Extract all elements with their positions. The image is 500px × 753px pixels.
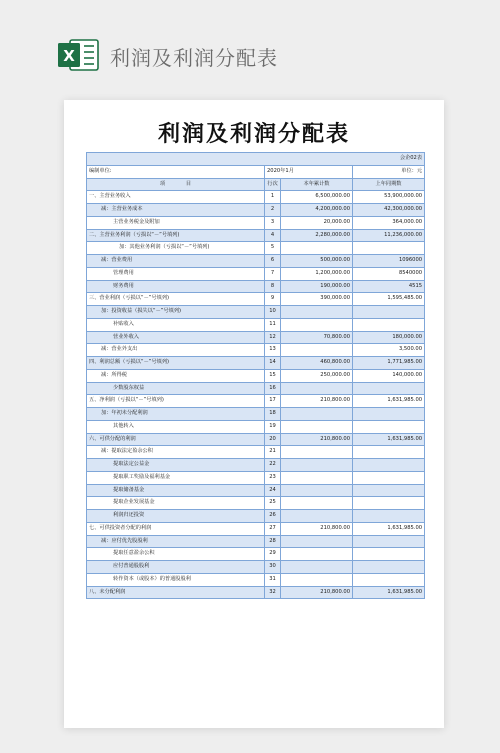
- table-row: [87, 344, 425, 357]
- table-row: [87, 191, 425, 204]
- row-number: 14: [265, 357, 281, 370]
- row-item-label: 加：投资收益（损失以“－”号填列): [87, 306, 265, 319]
- current-amount: [281, 573, 353, 586]
- prior-amount: 53,900,000.00: [353, 191, 425, 204]
- table-row: [87, 446, 425, 459]
- prior-amount: [353, 484, 425, 497]
- column-header: 行次: [265, 178, 281, 191]
- row-item-label: 主营业务税金及附加: [87, 216, 265, 229]
- row-number: 7: [265, 267, 281, 280]
- prior-amount: 3,500.00: [353, 344, 425, 357]
- prior-amount: [353, 497, 425, 510]
- table-row: [87, 535, 425, 548]
- row-item-label: 减：主营业务成本: [87, 204, 265, 217]
- row-item-label: 减：所得税: [87, 369, 265, 382]
- table-row: [87, 459, 425, 472]
- current-amount: 250,000.00: [281, 369, 353, 382]
- prior-amount: [353, 318, 425, 331]
- row-item-label: 减：提取法定盈余公积: [87, 446, 265, 459]
- row-number: 2: [265, 204, 281, 217]
- table-row: [87, 229, 425, 242]
- prior-amount: [353, 446, 425, 459]
- current-amount: 210,800.00: [281, 586, 353, 599]
- table-row: [87, 433, 425, 446]
- unit-label: 编制单位:: [87, 165, 265, 178]
- prior-amount: 140,000.00: [353, 369, 425, 382]
- prior-amount: [353, 306, 425, 319]
- table-row: [87, 242, 425, 255]
- row-item-label: 营业外收入: [87, 331, 265, 344]
- prior-amount: 11,236,000.00: [353, 229, 425, 242]
- current-amount: 70,800.00: [281, 331, 353, 344]
- table-row: [87, 548, 425, 561]
- row-item-label: 六、可供分配的利润: [87, 433, 265, 446]
- table-row: [87, 357, 425, 370]
- row-number: 8: [265, 280, 281, 293]
- current-amount: 190,000.00: [281, 280, 353, 293]
- prior-amount: [353, 242, 425, 255]
- row-number: 31: [265, 573, 281, 586]
- row-number: 13: [265, 344, 281, 357]
- row-item-label: 加：年初未分配利润: [87, 408, 265, 421]
- document-title: 利润及利润分配表: [110, 46, 278, 70]
- current-amount: 2,280,000.00: [281, 229, 353, 242]
- prior-amount: 1,771,985.00: [353, 357, 425, 370]
- meta-row: [87, 165, 425, 178]
- currency-label: 单位：元: [353, 165, 425, 178]
- prior-amount: 4515: [353, 280, 425, 293]
- row-item-label: 加：其他业务利润（亏损以“－”号填列): [87, 242, 265, 255]
- sheet-title: 利润及利润分配表: [157, 122, 350, 147]
- table-row: [87, 318, 425, 331]
- row-item-label: 三、营业利润（亏损以“－”号填列): [87, 293, 265, 306]
- current-amount: [281, 318, 353, 331]
- row-item-label: 少数股东权益: [87, 382, 265, 395]
- row-item-label: 转作资本（或股本）的普通股股利: [87, 573, 265, 586]
- prior-amount: [353, 510, 425, 523]
- prior-amount: [353, 535, 425, 548]
- row-number: 19: [265, 420, 281, 433]
- row-item-label: 减：营业外支出: [87, 344, 265, 357]
- prior-amount: [353, 561, 425, 574]
- prior-amount: 1,631,985.00: [353, 395, 425, 408]
- prior-amount: [353, 573, 425, 586]
- current-amount: 390,000.00: [281, 293, 353, 306]
- current-amount: [281, 344, 353, 357]
- row-number: 21: [265, 446, 281, 459]
- column-header-row: [87, 178, 425, 191]
- prior-amount: 8540000: [353, 267, 425, 280]
- current-amount: 500,000.00: [281, 255, 353, 268]
- current-amount: [281, 471, 353, 484]
- row-number: 4: [265, 229, 281, 242]
- prior-amount: 1,631,985.00: [353, 522, 425, 535]
- current-amount: [281, 497, 353, 510]
- table-row: [87, 306, 425, 319]
- table-row: [87, 561, 425, 574]
- prior-amount: [353, 471, 425, 484]
- row-number: 28: [265, 535, 281, 548]
- row-number: 12: [265, 331, 281, 344]
- current-amount: [281, 535, 353, 548]
- current-amount: [281, 382, 353, 395]
- svg-text:X: X: [63, 47, 75, 65]
- row-item-label: 四、利润总额（亏损以“－”号填列): [87, 357, 265, 370]
- row-number: 22: [265, 459, 281, 472]
- prior-amount: [353, 408, 425, 421]
- table-row: [87, 395, 425, 408]
- row-number: 30: [265, 561, 281, 574]
- prior-amount: [353, 548, 425, 561]
- row-number: 9: [265, 293, 281, 306]
- row-item-label: 补贴收入: [87, 318, 265, 331]
- row-item-label: 提取法定公益金: [87, 459, 265, 472]
- profit-table: [86, 152, 425, 599]
- current-amount: [281, 510, 353, 523]
- table-row: [87, 267, 425, 280]
- table-row: [87, 331, 425, 344]
- row-number: 3: [265, 216, 281, 229]
- row-item-label: 二、主营业务利润（亏损以“－”号填列): [87, 229, 265, 242]
- row-item-label: 减：营业费用: [87, 255, 265, 268]
- table-row: [87, 382, 425, 395]
- current-amount: [281, 446, 353, 459]
- row-item-label: 提取企业发展基金: [87, 497, 265, 510]
- excel-icon: [56, 37, 100, 73]
- current-amount: 20,000.00: [281, 216, 353, 229]
- row-item-label: 减：应付优先股股利: [87, 535, 265, 548]
- current-amount: [281, 459, 353, 472]
- column-header: 项 目: [87, 178, 265, 191]
- form-code: 会企02表: [87, 153, 425, 166]
- table-row: [87, 586, 425, 599]
- row-number: 15: [265, 369, 281, 382]
- table-row: [87, 497, 425, 510]
- row-item-label: 其他转入: [87, 420, 265, 433]
- row-number: 6: [265, 255, 281, 268]
- row-number: 16: [265, 382, 281, 395]
- prior-amount: [353, 420, 425, 433]
- row-item-label: 提取储备基金: [87, 484, 265, 497]
- prior-amount: [353, 459, 425, 472]
- table-row: [87, 484, 425, 497]
- row-number: 17: [265, 395, 281, 408]
- prior-amount: 1,631,985.00: [353, 433, 425, 446]
- row-number: 18: [265, 408, 281, 421]
- current-amount: [281, 548, 353, 561]
- current-amount: 210,800.00: [281, 433, 353, 446]
- table-row: [87, 573, 425, 586]
- current-amount: [281, 420, 353, 433]
- row-item-label: 八、未分配利润: [87, 586, 265, 599]
- row-item-label: 七、可供投资者分配的利润: [87, 522, 265, 535]
- row-number: 24: [265, 484, 281, 497]
- current-amount: 1,200,000.00: [281, 267, 353, 280]
- row-number: 29: [265, 548, 281, 561]
- prior-amount: 1096000: [353, 255, 425, 268]
- current-amount: 210,800.00: [281, 395, 353, 408]
- row-number: 23: [265, 471, 281, 484]
- spreadsheet-page: [64, 100, 444, 728]
- prior-amount: 1,595,485.00: [353, 293, 425, 306]
- current-amount: [281, 561, 353, 574]
- row-item-label: 应付普通股股利: [87, 561, 265, 574]
- current-amount: [281, 306, 353, 319]
- current-amount: [281, 242, 353, 255]
- table-row: [87, 369, 425, 382]
- current-amount: 6,500,000.00: [281, 191, 353, 204]
- row-item-label: 利润归还投资: [87, 510, 265, 523]
- prior-amount: 42,300,000.00: [353, 204, 425, 217]
- prior-amount: 364,000.00: [353, 216, 425, 229]
- form-code-row: [87, 153, 425, 166]
- table-row: [87, 471, 425, 484]
- table-row: [87, 420, 425, 433]
- row-number: 10: [265, 306, 281, 319]
- row-item-label: 五、净利润（亏损以“－”号填列): [87, 395, 265, 408]
- row-number: 27: [265, 522, 281, 535]
- table-row: [87, 408, 425, 421]
- row-item-label: 管理费用: [87, 267, 265, 280]
- current-amount: [281, 408, 353, 421]
- table-row: [87, 216, 425, 229]
- table-row: [87, 522, 425, 535]
- current-amount: 460,800.00: [281, 357, 353, 370]
- row-number: 26: [265, 510, 281, 523]
- column-header: 上年同期数: [353, 178, 425, 191]
- row-item-label: 一、主营业务收入: [87, 191, 265, 204]
- current-amount: 4,200,000.00: [281, 204, 353, 217]
- table-row: [87, 510, 425, 523]
- prior-amount: 180,000.00: [353, 331, 425, 344]
- row-number: 1: [265, 191, 281, 204]
- row-number: 11: [265, 318, 281, 331]
- top-bar: [0, 0, 500, 96]
- current-amount: 210,800.00: [281, 522, 353, 535]
- column-header: 本年累计数: [281, 178, 353, 191]
- period: 2020年1月: [265, 165, 353, 178]
- row-number: 32: [265, 586, 281, 599]
- prior-amount: 1,631,985.00: [353, 586, 425, 599]
- row-number: 20: [265, 433, 281, 446]
- row-item-label: 财务费用: [87, 280, 265, 293]
- table-row: [87, 255, 425, 268]
- row-number: 5: [265, 242, 281, 255]
- prior-amount: [353, 382, 425, 395]
- table-row: [87, 293, 425, 306]
- row-number: 25: [265, 497, 281, 510]
- table-row: [87, 204, 425, 217]
- row-item-label: 提取任意盈余公积: [87, 548, 265, 561]
- row-item-label: 提取职工奖励及福利基金: [87, 471, 265, 484]
- table-row: [87, 280, 425, 293]
- current-amount: [281, 484, 353, 497]
